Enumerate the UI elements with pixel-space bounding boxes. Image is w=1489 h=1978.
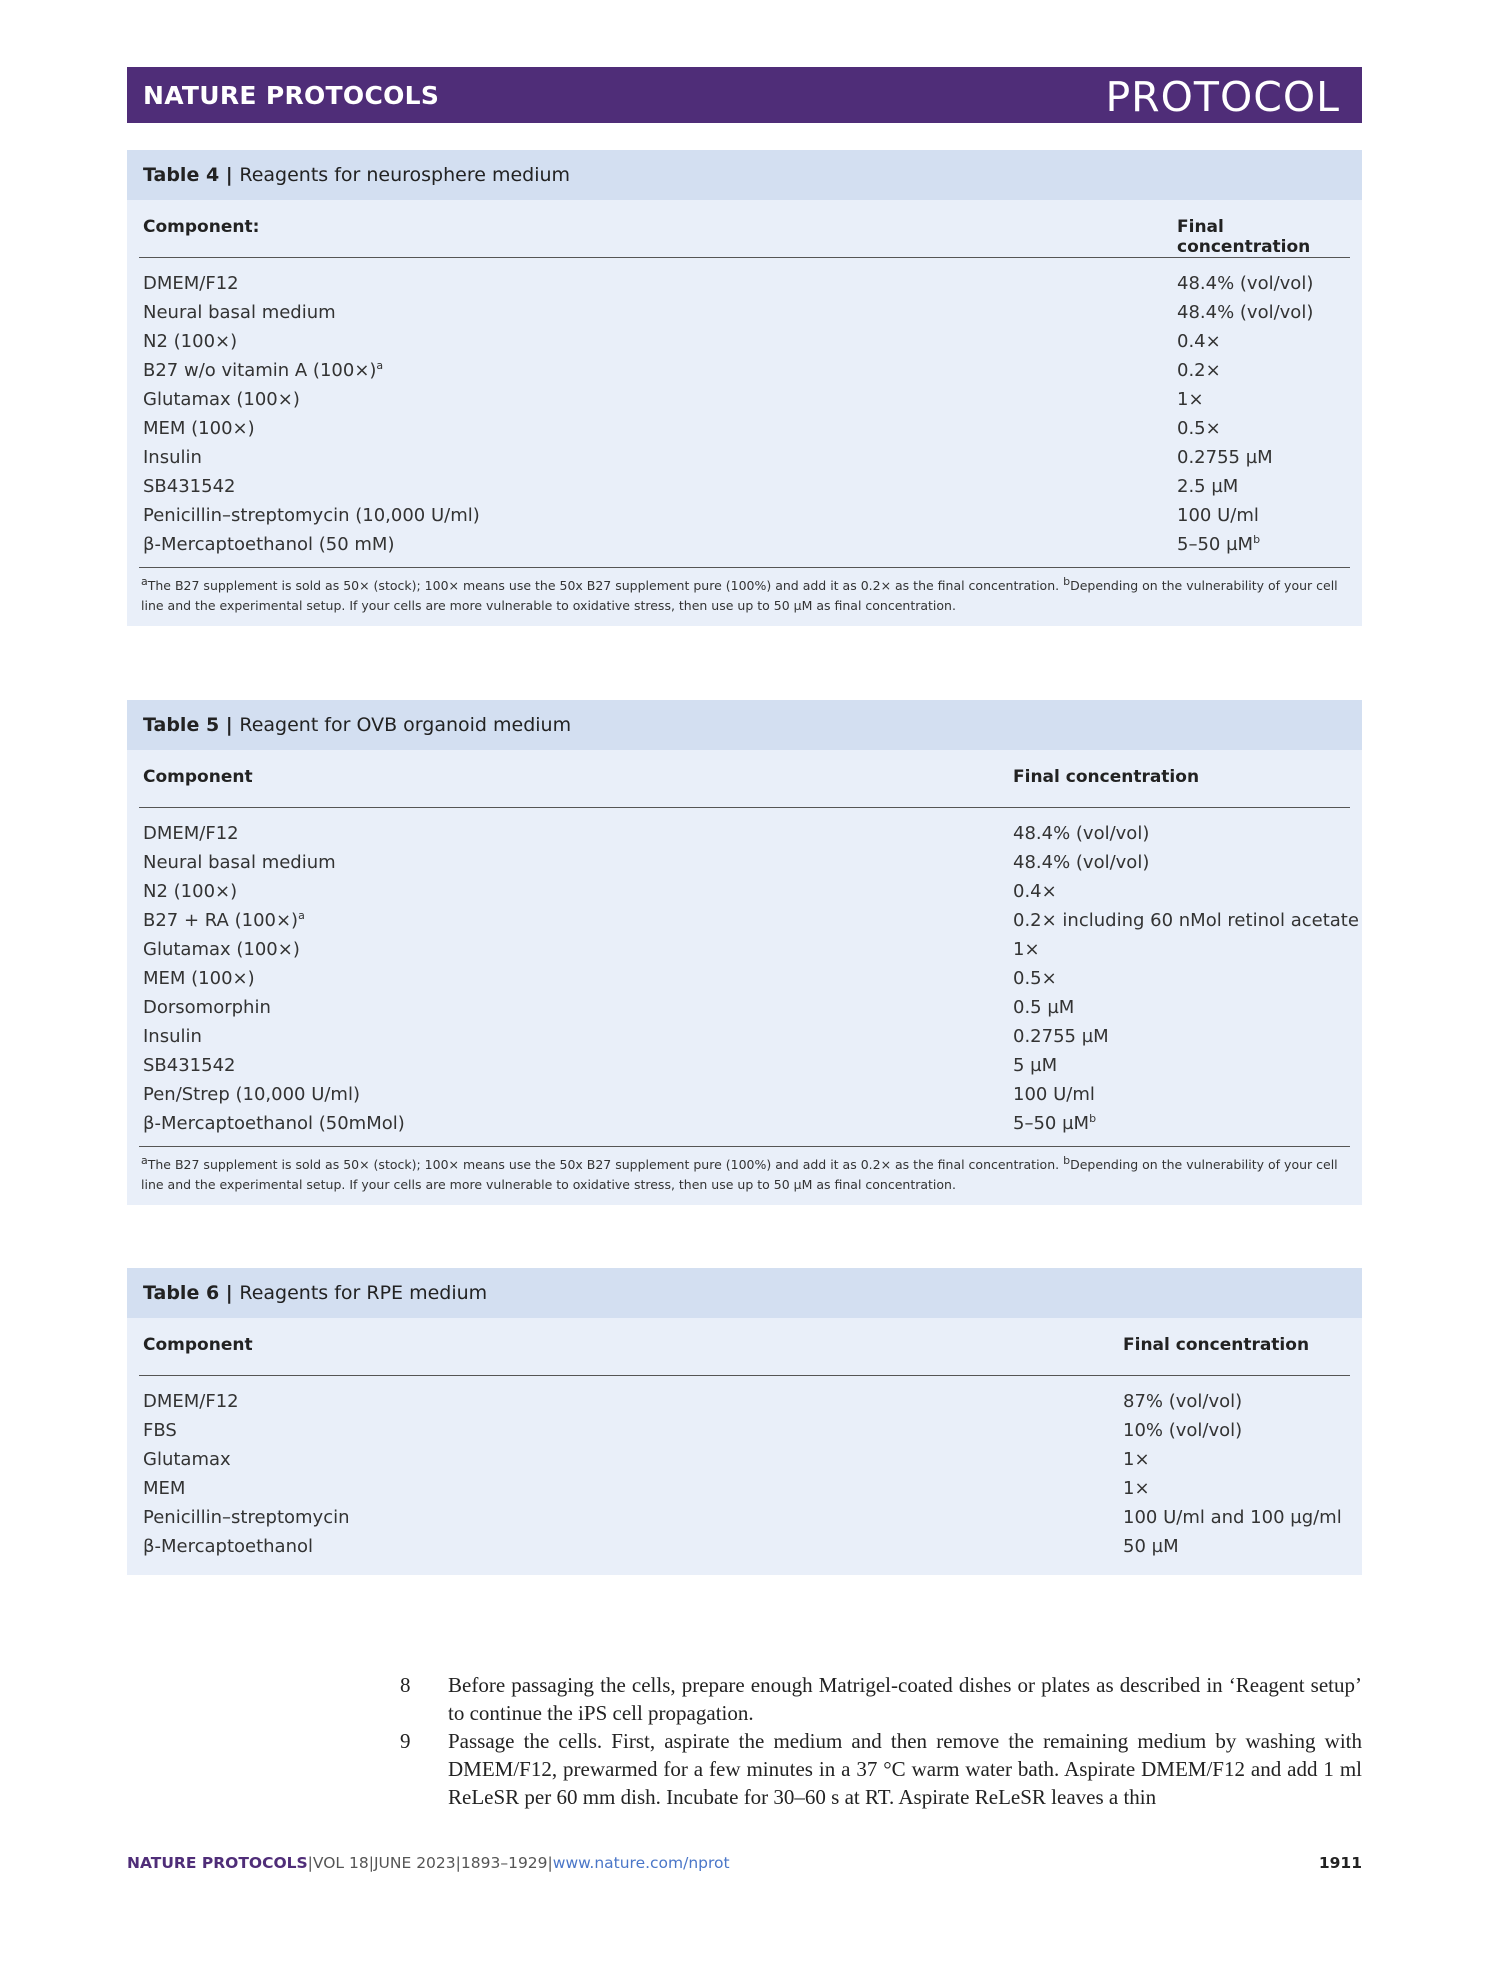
caption-separator: |	[219, 714, 240, 736]
concentration-cell: 2.5 µM	[1177, 476, 1239, 497]
concentration-cell: 0.2755 µM	[1177, 447, 1273, 468]
table-row	[127, 1389, 1362, 1418]
col-component-header: Component	[143, 767, 253, 787]
caption-separator: |	[219, 1282, 240, 1304]
caption-separator: |	[219, 164, 240, 186]
procedure-step	[400, 1671, 1362, 1727]
table-5	[127, 700, 1362, 1205]
component-cell: N2 (100×)	[143, 331, 238, 352]
col-component-header: Component	[143, 1335, 253, 1355]
footnote-marker: b	[1089, 1112, 1097, 1125]
footnote-marker: b	[1063, 1153, 1071, 1167]
component-cell: FBS	[143, 1420, 177, 1441]
concentration-cell: 10% (vol/vol)	[1123, 1420, 1243, 1441]
concentration-cell: 48.4% (vol/vol)	[1177, 273, 1314, 294]
footnote-b: Depending on the vulnerability of your cell line and the experimental setup. If your cells are more vulnerable to oxidative stress, then use up to 50 µM as final concentration.	[141, 1157, 1338, 1192]
component-cell: Penicillin–streptomycin	[143, 1507, 350, 1528]
footnote-marker: a	[141, 1153, 148, 1167]
concentration-cell: 50 µM	[1123, 1536, 1179, 1557]
component-cell: Glutamax (100×)	[143, 939, 300, 960]
table-label: Table 4	[143, 164, 220, 186]
concentration-cell: 0.4×	[1013, 881, 1057, 902]
component-cell	[143, 910, 305, 931]
concentration-cell: 87% (vol/vol)	[1123, 1391, 1243, 1412]
step-text: Passage the cells. First, aspirate the medium and then remove the remaining medium by washing with DMEM/F12, prewarmed for a few minutes in a 37 °C warm water bath. Aspirate DMEM/F12 and add 1 ml ReLeSR per 60 mm dish. Incubate for 30–60 s at RT. Aspirate ReLeSR leaves a thin	[448, 1729, 1362, 1809]
component-cell: β-Mercaptoethanol (50mMol)	[143, 1113, 405, 1134]
table-row	[127, 821, 1362, 850]
table-row	[127, 329, 1362, 358]
table-footnote	[139, 567, 1350, 626]
component-cell: MEM (100×)	[143, 418, 255, 439]
footer-volume: VOL 18	[312, 1854, 369, 1872]
footer-sep: |	[307, 1854, 313, 1872]
table-header	[139, 200, 1350, 258]
table-row	[127, 300, 1362, 329]
procedure-step	[400, 1727, 1362, 1811]
journal-name: NATURE PROTOCOLS	[143, 81, 440, 110]
table-row	[127, 1505, 1362, 1534]
concentration-cell: 100 U/ml and 100 µg/ml	[1123, 1507, 1342, 1528]
concentration-cell: 1×	[1123, 1478, 1150, 1499]
table-row	[127, 1053, 1362, 1082]
table-row	[127, 1111, 1362, 1140]
step-text: Before passaging the cells, prepare enough Matrigel-coated dishes or plates as described in ‘Reagent setup’ to continue the iPS cell propagation.	[448, 1673, 1362, 1725]
concentration-cell	[1013, 1113, 1096, 1134]
col-component-header: Component:	[143, 217, 260, 237]
component-cell: SB431542	[143, 476, 236, 497]
component-cell	[143, 360, 383, 381]
table-label: Table 5	[143, 714, 220, 736]
component-cell: N2 (100×)	[143, 881, 238, 902]
component-cell: Neural basal medium	[143, 852, 336, 873]
table-body	[127, 808, 1362, 1146]
component-cell: DMEM/F12	[143, 823, 239, 844]
footer-sep: |	[547, 1854, 553, 1872]
concentration-cell: 5 µM	[1013, 1055, 1058, 1076]
table-title: Reagents for neurosphere medium	[239, 164, 571, 186]
table-row	[127, 271, 1362, 300]
table-row	[127, 1447, 1362, 1476]
footnote-a: The B27 supplement is sold as 50× (stock); 100× means use the 50x B27 supplement pure (100%) and add it as 0.2× as the final concentration.	[147, 1157, 1064, 1172]
concentration-cell: 0.5 µM	[1013, 997, 1075, 1018]
component-cell: Penicillin–streptomycin (10,000 U/ml)	[143, 505, 480, 526]
table-header	[139, 750, 1350, 808]
footnote-marker: a	[141, 574, 148, 588]
article-type: PROTOCOL	[1105, 73, 1340, 121]
concentration-cell: 0.2× including 60 nMol retinol acetate	[1013, 910, 1359, 931]
component-cell: Dorsomorphin	[143, 997, 271, 1018]
component-cell: SB431542	[143, 1055, 236, 1076]
concentration-cell: 0.4×	[1177, 331, 1221, 352]
table-4	[127, 150, 1362, 626]
table-row	[127, 879, 1362, 908]
footnote-b: Depending on the vulnerability of your cell line and the experimental setup. If your cells are more vulnerable to oxidative stress, then use up to 50 µM as final concentration.	[141, 578, 1338, 613]
table-row	[127, 445, 1362, 474]
page-number: 1911	[1318, 1854, 1362, 1872]
table-row	[127, 966, 1362, 995]
footer-sep: |	[368, 1854, 374, 1872]
table-row	[127, 908, 1362, 937]
table-label: Table 6	[143, 1282, 220, 1304]
footnote-marker: b	[1253, 533, 1261, 546]
footer-sep: |	[455, 1854, 461, 1872]
col-concentration-header: Final concentration	[1123, 1335, 1310, 1355]
concentration-cell: 0.2×	[1177, 360, 1221, 381]
procedure-steps	[400, 1671, 1362, 1811]
table-row	[127, 995, 1362, 1024]
step-number: 9	[400, 1729, 411, 1753]
concentration-cell: 48.4% (vol/vol)	[1013, 852, 1150, 873]
component-cell: Glutamax	[143, 1449, 231, 1470]
concentration-cell: 100 U/ml	[1013, 1084, 1095, 1105]
concentration-cell: 1×	[1123, 1449, 1150, 1470]
component-text: B27 w/o vitamin A (100×)	[143, 360, 377, 381]
table-header	[139, 1318, 1350, 1376]
component-cell: DMEM/F12	[143, 1391, 239, 1412]
concentration-cell	[1177, 534, 1260, 555]
footnote-marker: a	[376, 359, 384, 372]
table-caption	[127, 700, 1362, 750]
col-concentration-header: Final concentration	[1177, 217, 1311, 257]
table-row	[127, 503, 1362, 532]
table-row	[127, 1418, 1362, 1447]
component-cell: Glutamax (100×)	[143, 389, 300, 410]
table-body	[127, 258, 1362, 567]
table-row	[127, 1476, 1362, 1505]
component-cell: DMEM/F12	[143, 273, 239, 294]
concentration-cell: 1×	[1013, 939, 1040, 960]
footer-date: JUNE 2023	[373, 1854, 456, 1872]
table-footnote	[139, 1146, 1350, 1205]
table-row	[127, 1082, 1362, 1111]
table-row	[127, 937, 1362, 966]
concentration-cell: 48.4% (vol/vol)	[1177, 302, 1314, 323]
table-row	[127, 416, 1362, 445]
component-cell: Insulin	[143, 1026, 202, 1047]
concentration-text: 5–50 µM	[1013, 1113, 1090, 1134]
concentration-cell: 100 U/ml	[1177, 505, 1259, 526]
component-cell: β-Mercaptoethanol	[143, 1536, 314, 1557]
table-row	[127, 474, 1362, 503]
component-cell: MEM (100×)	[143, 968, 255, 989]
footnote-marker: a	[298, 909, 305, 922]
component-cell: Pen/Strep (10,000 U/ml)	[143, 1084, 360, 1105]
footer-pages: 1893–1929	[460, 1854, 548, 1872]
table-row	[127, 387, 1362, 416]
table-body	[127, 1376, 1362, 1575]
table-row	[127, 358, 1362, 387]
col-concentration-header: Final concentration	[1013, 767, 1200, 787]
component-cell: β-Mercaptoethanol (50 mM)	[143, 534, 395, 555]
component-cell: Insulin	[143, 447, 202, 468]
concentration-cell: 0.2755 µM	[1013, 1026, 1109, 1047]
table-caption	[127, 1268, 1362, 1318]
footnote-marker: b	[1063, 574, 1071, 588]
journal-banner	[127, 67, 1362, 123]
table-title: Reagents for RPE medium	[239, 1282, 488, 1304]
component-cell: Neural basal medium	[143, 302, 336, 323]
concentration-cell: 0.5×	[1177, 418, 1221, 439]
footer-journal: NATURE PROTOCOLS	[127, 1854, 308, 1872]
table-title: Reagent for OVB organoid medium	[239, 714, 572, 736]
table-row	[127, 1534, 1362, 1563]
table-6	[127, 1268, 1362, 1575]
step-number: 8	[400, 1673, 411, 1697]
footnote-a: The B27 supplement is sold as 50× (stock); 100× means use the 50x B27 supplement pure (100%) and add it as 0.2× as the final concentration.	[147, 578, 1064, 593]
table-row	[127, 850, 1362, 879]
table-caption	[127, 150, 1362, 200]
concentration-text: 5–50 µM	[1177, 534, 1254, 555]
concentration-cell: 1×	[1177, 389, 1204, 410]
concentration-cell: 48.4% (vol/vol)	[1013, 823, 1150, 844]
table-row	[127, 532, 1362, 561]
concentration-cell: 0.5×	[1013, 968, 1057, 989]
table-row	[127, 1024, 1362, 1053]
page-footer	[127, 1854, 1362, 1872]
footer-url-link[interactable]: www.nature.com/nprot	[552, 1854, 730, 1872]
component-cell: MEM	[143, 1478, 186, 1499]
component-text: B27 + RA (100×)	[143, 910, 299, 931]
